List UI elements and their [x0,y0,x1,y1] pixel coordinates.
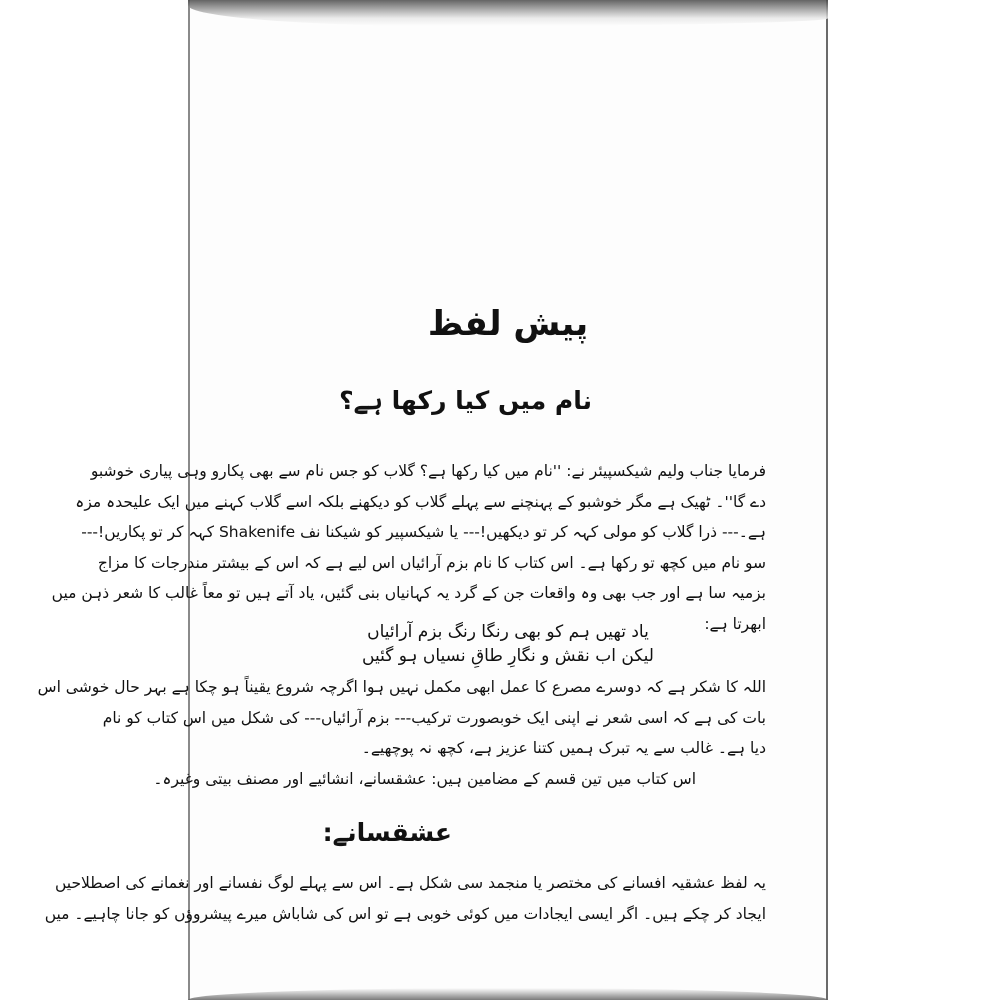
paragraph-line: سو نام میں کچھ تو رکھا ہے۔ اس کتاب کا نام بزم آرائیاں اس لیے ہے کہ اس کے بیشتر مندرجات کا مزاج [97,553,766,572]
poetry-couplet [288,620,728,668]
page-title: پیش لفظ [427,304,589,344]
paragraph-line: فرمایا جناب ولیم شیکسپیئر نے: ''نام میں کیا رکھا ہے؟ گلاب کو جس نام سے بھی پکارو وہی پیاری خوشبو [90,462,766,480]
paragraph-line: اللہ کا شکر ہے کہ دوسرے مصرع کا عمل ابھی مکمل نہیں ہوا اگرچہ شروع یقیناً ہو چکا ہے بہر حال خوشی اس [37,678,766,696]
paragraph-line: دے گا''۔ ٹھیک ہے مگر خوشبو کے پہنچنے سے پہلے گلاب کو دیکھنے بلکہ اسے گلاب کہنے میں ایک علیحدہ مزہ [75,492,766,511]
paragraph-line: ابھرتا ہے: [704,614,766,633]
paragraph-line: بزمیہ سا ہے اور جب بھی وہ واقعات جن کے گرد یہ کہانیاں بنی گئیں، یاد آتے ہیں تو معاً غالب کا شعر ذہن میں [51,584,766,602]
section-heading-name: نام میں کیا رکھا ہے؟ [339,386,592,415]
paragraph-ishqsane [44,868,766,929]
paragraph-line: بات کی ہے کہ اسی شعر نے اپنی ایک خوبصورت ترکیب--- بزم آرائیاں--- کی شکل میں اس کتاب کو نام [102,708,766,727]
verse-line: لیکن اب نقش و نگارِ طاقِ نسیاں ہو گئیں [362,646,654,666]
paragraph-line: اس کتاب میں تین قسم کے مضامین ہیں: عشقسانے، انشائیے اور مصنف بیتی وغیرہ۔ [153,769,696,788]
paragraph-line: ایجاد کر چکے ہیں۔ اگر ایسی ایجادات میں کوئی خوبی ہے تو اس کی شاباش میرے پیشروؤں کو جانا چاہیے۔ میں [44,904,766,923]
paragraph-after-verse [37,672,766,794]
paragraph-line: دیا ہے۔ غالب سے یہ تبرک ہمیں کتنا عزیز ہے، کچھ نہ پوچھیے۔ [361,739,766,757]
paragraph-line: یہ لفظ عشقیہ افسانے کی مختصر یا منجمد سی شکل ہے۔ اس سے پہلے لوگ نفسانے اور نغمانے کی اصطلاحیں [54,874,766,892]
section-heading-ishqsane: عشقسانے: [322,818,452,847]
verse-line: یاد تھیں ہم کو بھی رنگا رنگ بزم آرائیاں [367,622,649,642]
paragraph-intro [51,456,766,639]
paragraph-line: ہے۔--- ذرا گلاب کو مولی کہہ کر تو دیکھیں!--- یا شیکسپیر کو شیکنا نف Shakenife کہہ کر تو پکاریں!--- [81,523,766,541]
